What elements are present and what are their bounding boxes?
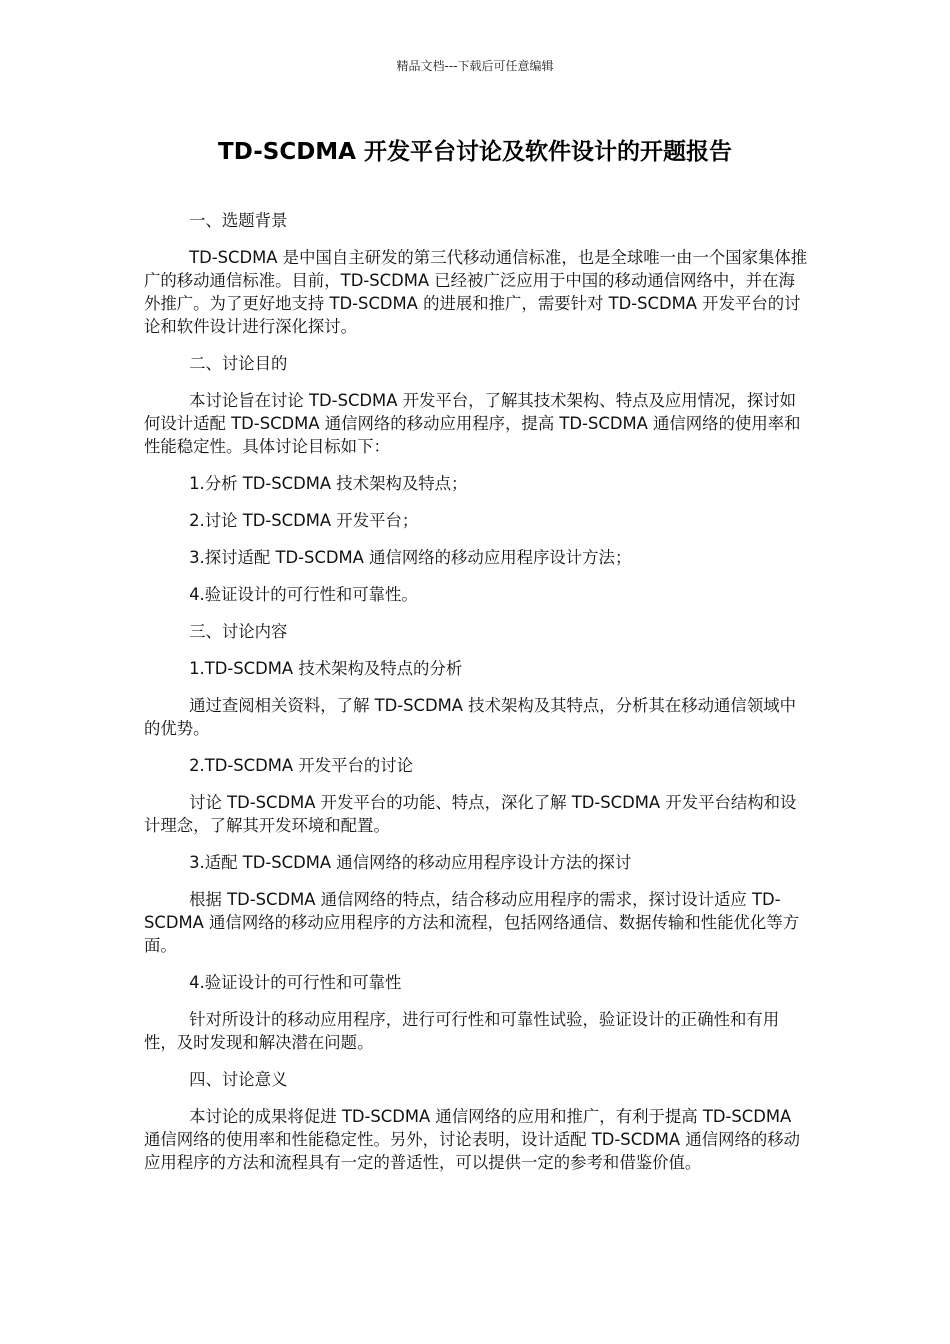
list-item-goal-4: 4.验证设计的可行性和可靠性。: [189, 585, 418, 604]
paragraph-significance: 本讨论的成果将促进 TD-SCDMA 通信网络的应用和推广，有利于提高 TD-SCDMA 通信网络的使用率和性能稳定性。另外，讨论表明，设计适配 TD-SCDMA 通信网络的移动应用程序的方法和流程具有一定的普适性，可以提供一定的参考和借鉴价值。: [144, 1107, 801, 1172]
document-title: TD-SCDMA 开发平台讨论及软件设计的开题报告: [218, 139, 732, 165]
subheading-architecture: 1.TD-SCDMA 技术架构及特点的分析: [189, 659, 463, 678]
paragraph-validation: 针对所设计的移动应用程序，进行可行性和可靠性试验，验证设计的正确性和有用性，及时发现和解决潜在问题。: [144, 1010, 780, 1052]
paragraph-background: TD-SCDMA 是中国自主研发的第三代移动通信标准，也是全球唯一由一个国家集体推广的移动通信标准。目前，TD-SCDMA 已经被广泛应用于中国的移动通信网络中，并在海外推广。为了更好地支持 TD-SCDMA 的进展和推广，需要针对 TD-SCDMA 开发平台的讨论和软件设计进行深化探讨。: [144, 248, 808, 336]
subheading-design-method: 3.适配 TD-SCDMA 通信网络的移动应用程序设计方法的探讨: [189, 853, 632, 872]
list-item-goal-2: 2.讨论 TD-SCDMA 开发平台；: [189, 511, 419, 530]
paragraph-platform: 讨论 TD-SCDMA 开发平台的功能、特点，深化了解 TD-SCDMA 开发平台结构和设计理念，了解其开发环境和配置。: [144, 793, 797, 835]
section-heading-purpose: 二、讨论目的: [189, 354, 288, 373]
subheading-platform: 2.TD-SCDMA 开发平台的讨论: [189, 756, 414, 775]
section-heading-significance: 四、讨论意义: [189, 1070, 288, 1089]
list-item-goal-1: 1.分析 TD-SCDMA 技术架构及特点；: [189, 474, 468, 493]
subheading-validation: 4.验证设计的可行性和可靠性: [189, 973, 402, 992]
section-heading-content: 三、讨论内容: [189, 622, 288, 641]
list-item-goal-3: 3.探讨适配 TD-SCDMA 通信网络的移动应用程序设计方法；: [189, 548, 632, 567]
page-header: 精品文档---下载后可任意编辑: [396, 59, 554, 73]
paragraph-purpose: 本讨论旨在讨论 TD-SCDMA 开发平台，了解其技术架构、特点及应用情况，探讨如何设计适配 TD-SCDMA 通信网络的移动应用程序，提高 TD-SCDMA 通信网络的使用率和性能稳定性。具体讨论目标如下：: [144, 391, 801, 456]
paragraph-architecture: 通过查阅相关资料，了解 TD-SCDMA 技术架构及其特点，分析其在移动通信领域中的优势。: [144, 696, 796, 738]
section-heading-background: 一、选题背景: [189, 211, 288, 230]
paragraph-design-method: 根据 TD-SCDMA 通信网络的特点，结合移动应用程序的需求，探讨设计适应 TD-SCDMA 通信网络的移动应用程序的方法和流程，包括网络通信、数据传输和性能优化等方面。: [144, 890, 800, 955]
document-body: [144, 209, 808, 1188]
